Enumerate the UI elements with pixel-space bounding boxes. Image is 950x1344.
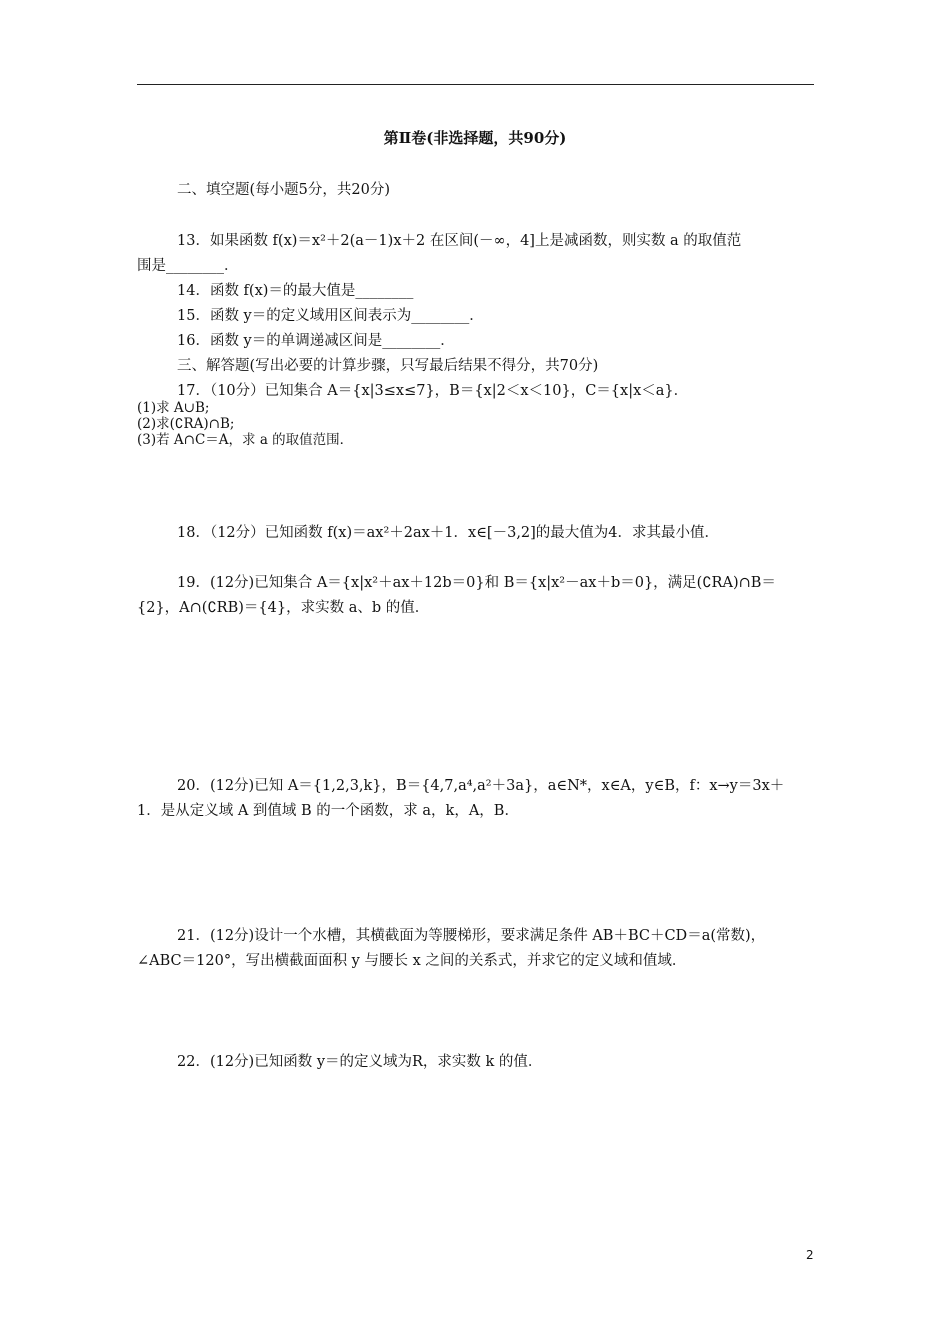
question-19-line-1: 19．(12分)已知集合 A＝{x|x²＋ax＋12b＝0}和 B＝{x|x²－ax＋b＝0}，满足(∁RA)∩B＝ [177, 575, 776, 591]
page-number: 2 [806, 1248, 814, 1262]
question-17: 17．（10分）已知集合 A＝{x|3≤x≤7}，B＝{x|2＜x＜10}，C＝{x|x＜a}． [177, 383, 689, 399]
header-rule [137, 84, 814, 85]
fill-in-heading: 二、填空题(每小题5分，共20分) [177, 182, 390, 198]
question-13-line-1: 13．如果函数 f(x)＝x²＋2(a－1)x＋2 在区间(－∞，4]上是减函数，则实数 a 的取值范 [177, 233, 742, 249]
question-17-part-3: (3)若 A∩C＝A，求 a 的取值范围． [137, 432, 354, 448]
question-15: 15．函数 y＝的定义域用区间表示为________． [177, 308, 484, 324]
question-19-line-2: {2}，A∩(∁RB)＝{4}，求实数 a、b 的值． [137, 600, 430, 616]
question-18: 18．（12分）已知函数 f(x)＝ax²＋2ax＋1．x∈[－3,2]的最大值为4．求其最小值． [177, 525, 720, 541]
solve-heading: 三、解答题(写出必要的计算步骤，只写最后结果不得分，共70分) [177, 358, 599, 374]
question-21-line-2: ∠ABC＝120°，写出横截面面积 y 与腰长 x 之间的关系式，并求它的定义域和值域． [137, 953, 687, 969]
question-20-line-2: 1．是从定义域 A 到值域 B 的一个函数，求 a，k，A，B． [137, 803, 519, 819]
question-17-part-1: (1)求 A∪B; [137, 400, 210, 416]
question-14: 14．函数 f(x)＝的最大值是________ [177, 283, 414, 299]
question-16: 16．函数 y＝的单调递减区间是________． [177, 333, 455, 349]
section-title: 第Ⅱ卷(非选择题，共90分) [383, 129, 567, 147]
question-21-line-1: 21．(12分)设计一个水槽，其横截面为等腰梯形，要求满足条件 AB＋BC＋CD＝a(常数)， [177, 928, 766, 944]
question-20-line-1: 20．(12分)已知 A＝{1,2,3,k}，B＝{4,7,a⁴,a²＋3a}，a∈N*，x∈A，y∈B，f：x→y＝3x＋ [177, 778, 785, 794]
question-13-line-2: 围是________． [137, 258, 239, 274]
question-17-part-2: (2)求(∁RA)∩B; [137, 416, 235, 432]
question-22: 22．(12分)已知函数 y＝的定义域为R，求实数 k 的值． [177, 1054, 543, 1070]
